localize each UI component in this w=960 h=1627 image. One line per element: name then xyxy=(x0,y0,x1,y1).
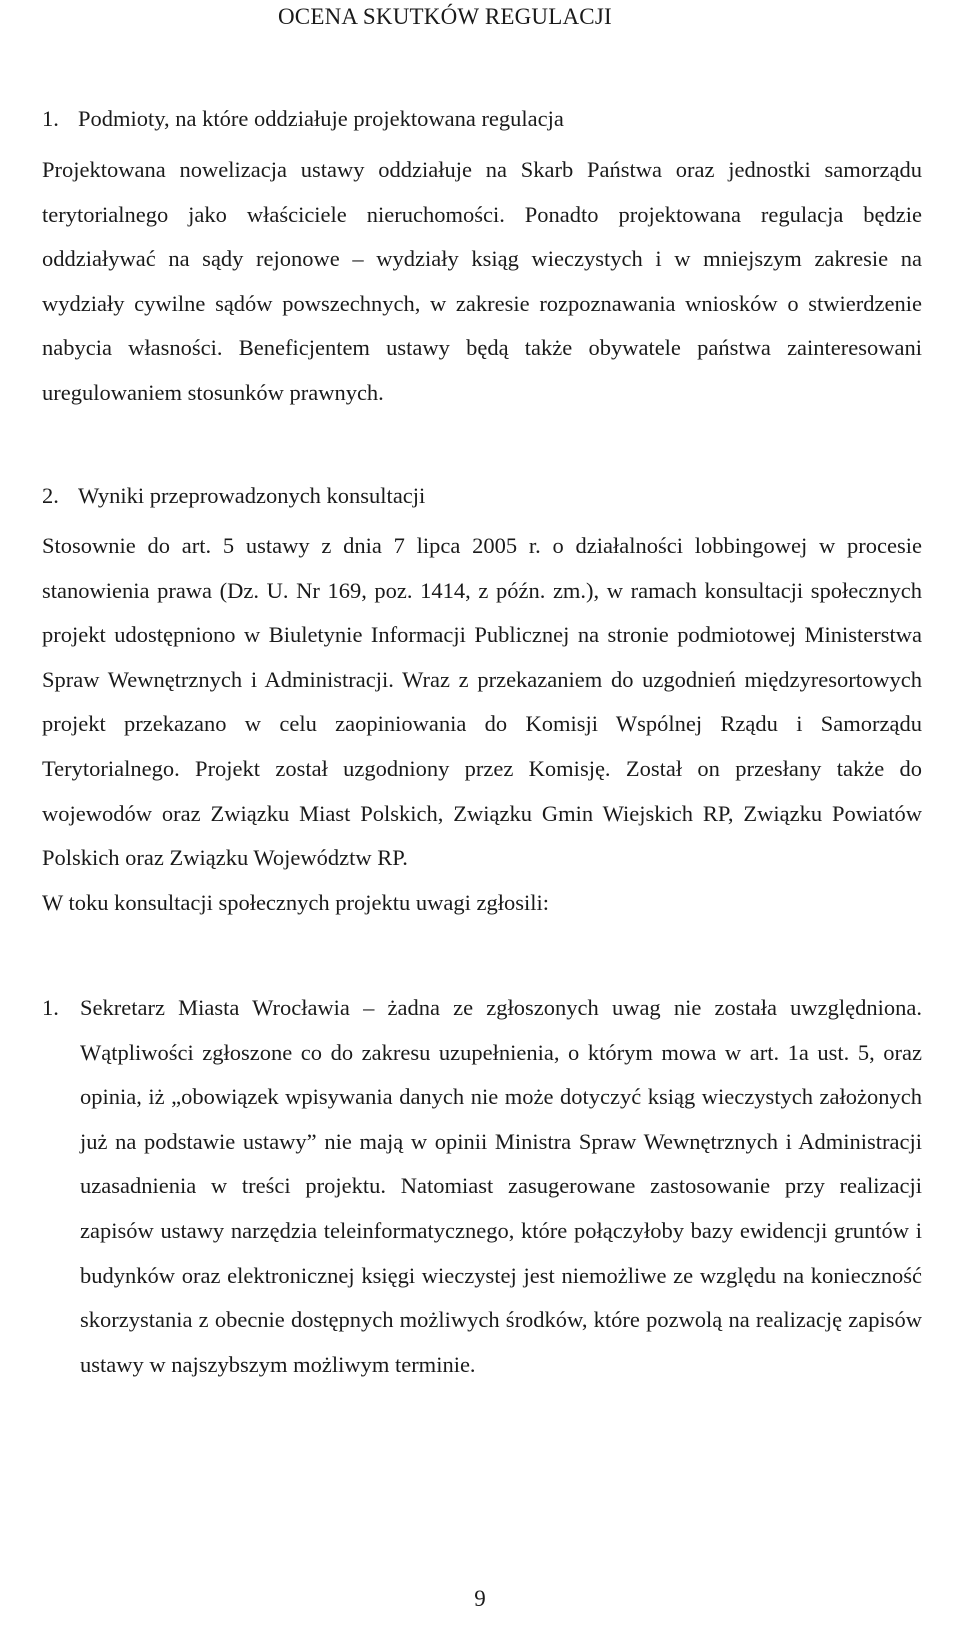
section-1-body xyxy=(42,148,922,416)
section-2-heading xyxy=(42,481,425,511)
section-1-number: 1. xyxy=(42,106,59,131)
list-item xyxy=(42,986,922,1387)
list-item-text: Sekretarz Miasta Wrocławia – żadna ze zgłoszonych uwag nie została uwzględniona. Wątpliwości zgłoszone co do zakresu uzupełnienia, o którym mowa w art. 1a ust. 5, oraz opinia, iż „obowiązek wpisywania danych nie może dotyczyć ksiąg wieczystych założonych już na podstawie ustawy” nie mają w opinii Ministra Spraw Wewnętrznych i Administracji uzasadnienia w treści projektu. Natomiast zasugerowane zastosowanie przy realizacji zapisów ustawy narzędzia teleinformatycznego, które połączyłoby bazy ewidencji gruntów i budynków oraz elektronicznej księgi wieczystej jest niemożliwe ze względu na konieczność skorzystania z obecnie dostępnych możliwych środków, które pozwolą na realizację zapisów ustawy w najszybszym możliwym terminie. xyxy=(80,995,922,1377)
section-1-title: Podmioty, na które oddziałuje projektowana regulacja xyxy=(78,106,564,131)
section-2-intro: W toku konsultacji społecznych projektu uwagi zgłosili: xyxy=(42,889,549,915)
page-number: 9 xyxy=(474,1586,486,1611)
list-item-number: 1. xyxy=(42,995,59,1020)
section-2-body xyxy=(42,524,922,925)
section-2-number: 2. xyxy=(42,483,59,508)
section-1-heading xyxy=(42,104,564,134)
section-2-title: Wyniki przeprowadzonych konsultacji xyxy=(78,483,426,508)
section-1-paragraph: Projektowana nowelizacja ustawy oddziałuje na Skarb Państwa oraz jednostki samorządu terytorialnego jako właściciele nieruchomości. Ponadto projektowana regulacja będzie oddziaływać na sądy rejonowe – wydziały ksiąg wieczystych i w mniejszym zakresie na wydziały cywilne sądów powszechnych, w zakresie rozpoznawania wniosków o stwierdzenie nabycia własności. Beneficjentem ustawy będą także obywatele państwa zainteresowani uregulowaniem stosunków prawnych. xyxy=(42,157,922,405)
section-2-paragraph: Stosownie do art. 5 ustawy z dnia 7 lipca 2005 r. o działalności lobbingowej w procesie stanowienia prawa (Dz. U. Nr 169, poz. 1414, z późn. zm.), w ramach konsultacji społecznych projekt udostępniono w Biuletynie Informacji Publicznej na stronie podmiotowej Ministerstwa Spraw Wewnętrznych i Administracji. Wraz z przekazaniem do uzgodnień międzyresortowych projekt przekazano w celu zaopiniowania do Komisji Wspólnej Rządu i Samorządu Terytorialnego. Projekt został uzgodniony przez Komisję. Został on przesłany także do wojewodów oraz Związku Miast Polskich, Związku Gmin Wiejskich RP, Związku Powiatów Polskich oraz Związku Województw RP. xyxy=(42,533,922,871)
page-title: OCENA SKUTKÓW REGULACJI xyxy=(278,4,612,29)
